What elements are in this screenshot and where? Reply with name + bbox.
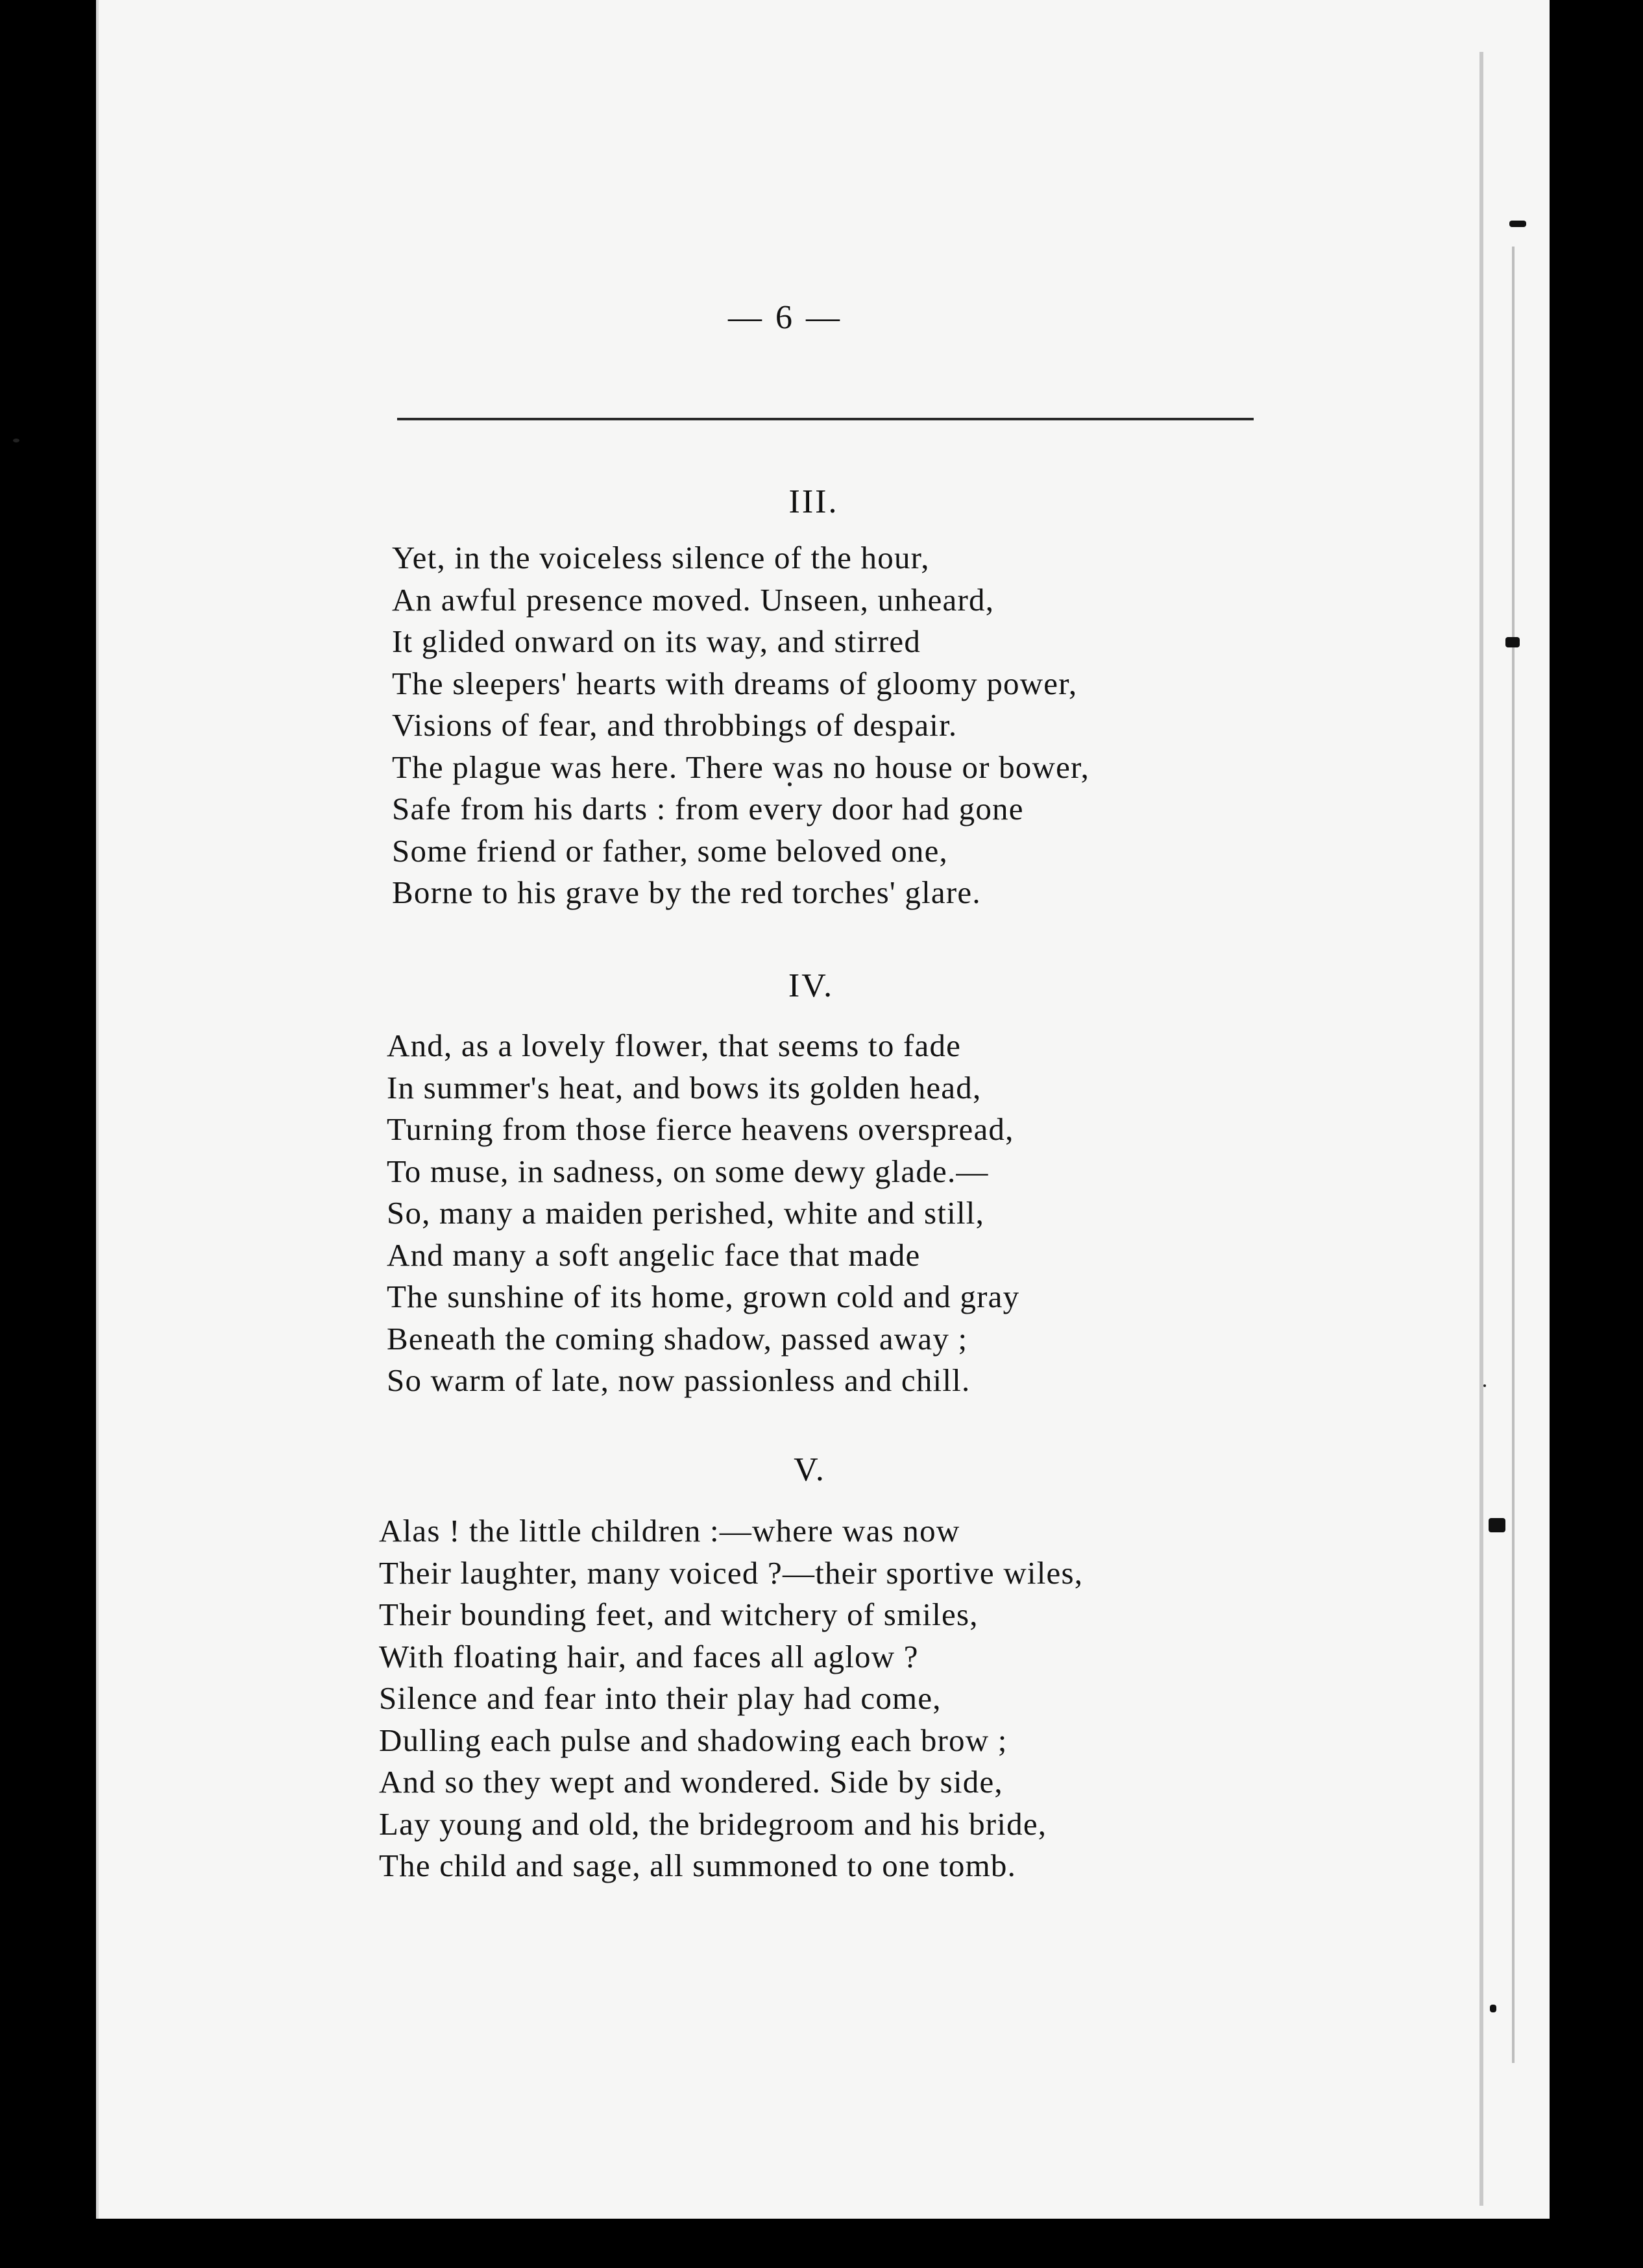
page-edge-inner [1512,247,1515,2063]
binding-mark [1505,637,1520,647]
poem-line: And so they wept and wondered. Side by side, [379,1764,1003,1800]
poem-line: The child and sage, all summoned to one tomb. [379,1848,1017,1883]
poem-line: Dulling each pulse and shadowing each brow ; [379,1722,1008,1758]
poem-line: So, many a maiden perished, white and still, [387,1195,985,1231]
poem-line: Some friend or father, some beloved one, [392,832,949,869]
stanza-heading: IV. [788,967,834,1004]
poem-line: The sunshine of its home, grown cold and gray [387,1279,1020,1314]
poem-line: The sleepers' hearts with dreams of gloomy power, [392,665,1078,701]
poem-line: To muse, in sadness, on some dewy glade.— [387,1153,989,1189]
poem-line: Turning from those fierce heavens overspread, [387,1111,1014,1147]
poem-line: Silence and fear into their play had come, [379,1680,942,1716]
poem-line: The plague was here. There was no house or bower, [392,749,1090,785]
poem-line: So warm of late, now passionless and chill. [387,1362,971,1398]
stanza-heading: III. [788,483,839,520]
poem-line: With floating hair, and faces all aglow ? [379,1638,919,1674]
stanza [379,1510,1083,1887]
poem-line: In summer's heat, and bows its golden head, [387,1069,982,1105]
binding-mark [1490,2005,1496,2012]
poem-line: Yet, in the voiceless silence of the hour, [392,540,930,575]
poem-line: Lay young and old, the bridegroom and his bride, [379,1805,1047,1842]
poem-line: Beneath the coming shadow, passed away ; [387,1320,968,1357]
poem-line: Visions of fear, and throbbings of despair. [392,707,958,743]
scan-speck [13,439,19,442]
poem-line: Their laughter, many voiced ?—their sportive wiles, [379,1554,1084,1591]
poem-line: And, as a lovely flower, that seems to fade [387,1028,962,1063]
stanza [387,1025,1019,1402]
page-edge [1479,52,1483,2206]
poem-line: And many a soft angelic face that made [387,1237,921,1273]
stanza [392,537,1089,914]
binding-mark [1489,1518,1505,1532]
poem-line: Safe from his darts : from every door had gone [392,791,1024,826]
page-number: — 6 — [728,299,842,336]
binding-mark [1509,221,1526,227]
header-rule [397,418,1254,420]
poem-line: Borne to his grave by the red torches' glare. [392,875,981,910]
scan-speck [1483,1384,1486,1387]
poem-line: An awful presence moved. Unseen, unheard, [392,581,995,618]
poem-line: It glided onward on its way, and stirred [392,623,921,659]
stanza-heading: V. [794,1451,826,1488]
poem-line: Alas ! the little children :—where was now [379,1513,960,1549]
poem-line: Their bounding feet, and witchery of smiles, [379,1597,979,1632]
